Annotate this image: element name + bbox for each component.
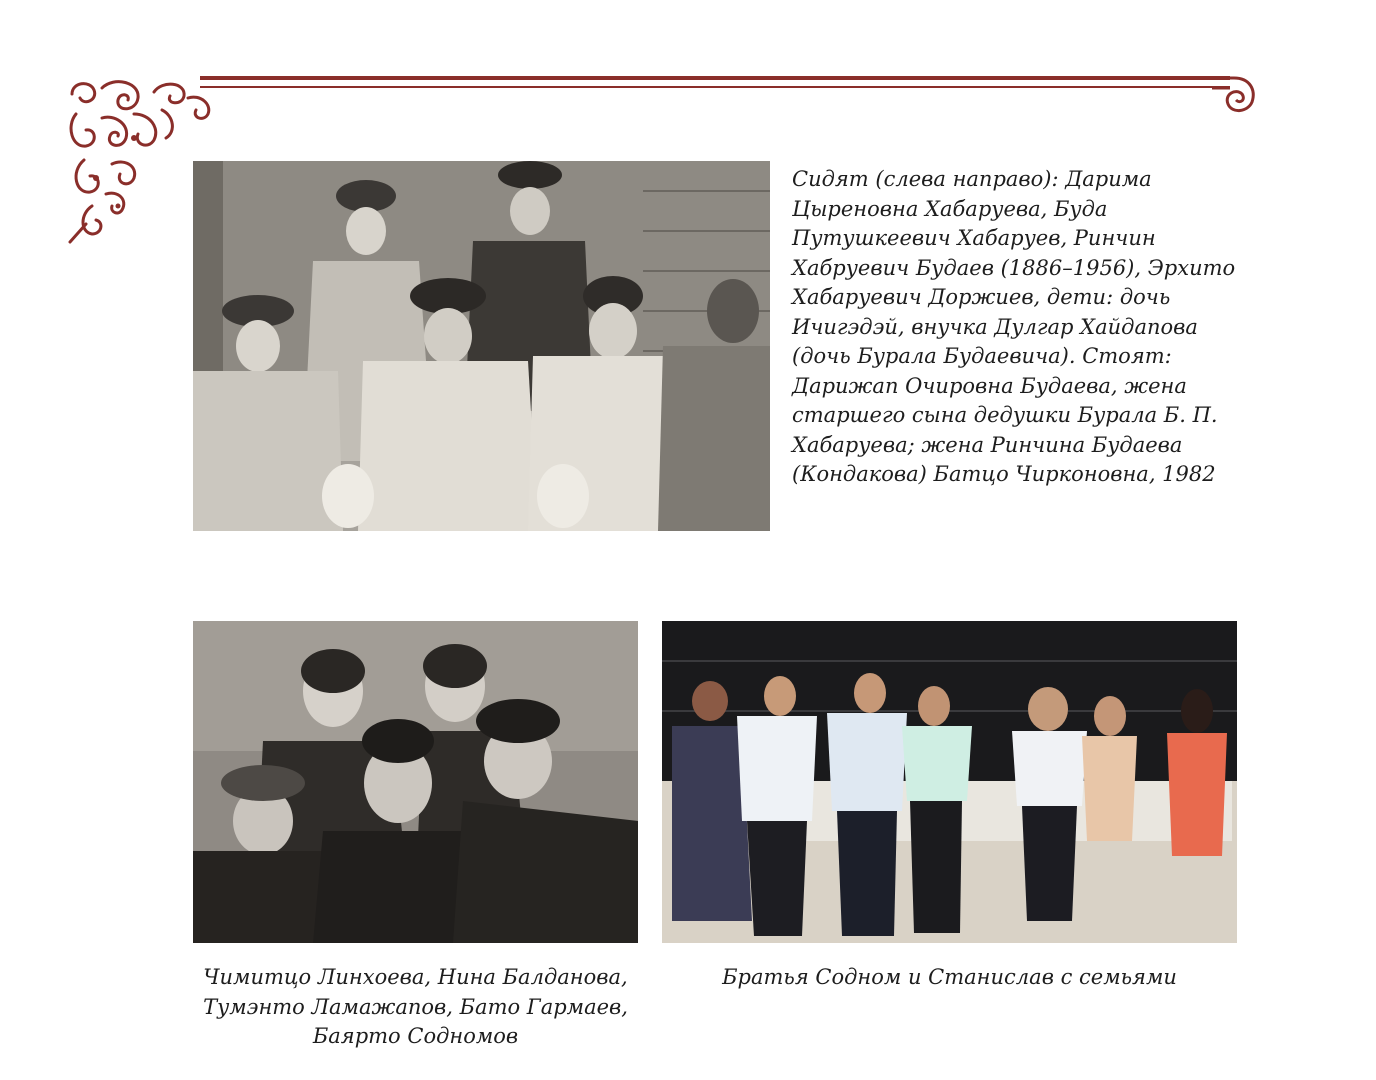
brothers-family-caption: Братья Содном и Станислав с семьями (722, 965, 1177, 989)
group-portrait-photo (193, 621, 638, 943)
border-end-scroll-icon (1212, 72, 1258, 118)
top-border-line (200, 76, 1230, 80)
group-portrait-caption: Чимитцо Линхоева, Нина Балданова, Тумэнто Ламажапов, Бато Гармаев, Баярто Содномов (203, 965, 628, 1048)
top-border-inner-line (200, 86, 1230, 88)
family-photo-caption: Сидят (слева направо): Дарима Цыреновна Хабаруева, Буда Путушкеевич Хабаруев, Ринчин Хабруевич Будаев (1886–1956), Эрхито Хабаруевич Доржиев, дети: дочь Ичигэдэй, внучка Дулгар Хайдапова (дочь Бурала Будаевича). Стоят: Дарижап Очировна Будаева, жена старшего сына дедушки Бурала Б. П. Хабаруева; жена Ринчина Будаева (Кондакова) Батцо Чирконовна, 1982 (792, 167, 1236, 486)
family-photo (193, 161, 770, 531)
brothers-family-photo (662, 621, 1237, 943)
